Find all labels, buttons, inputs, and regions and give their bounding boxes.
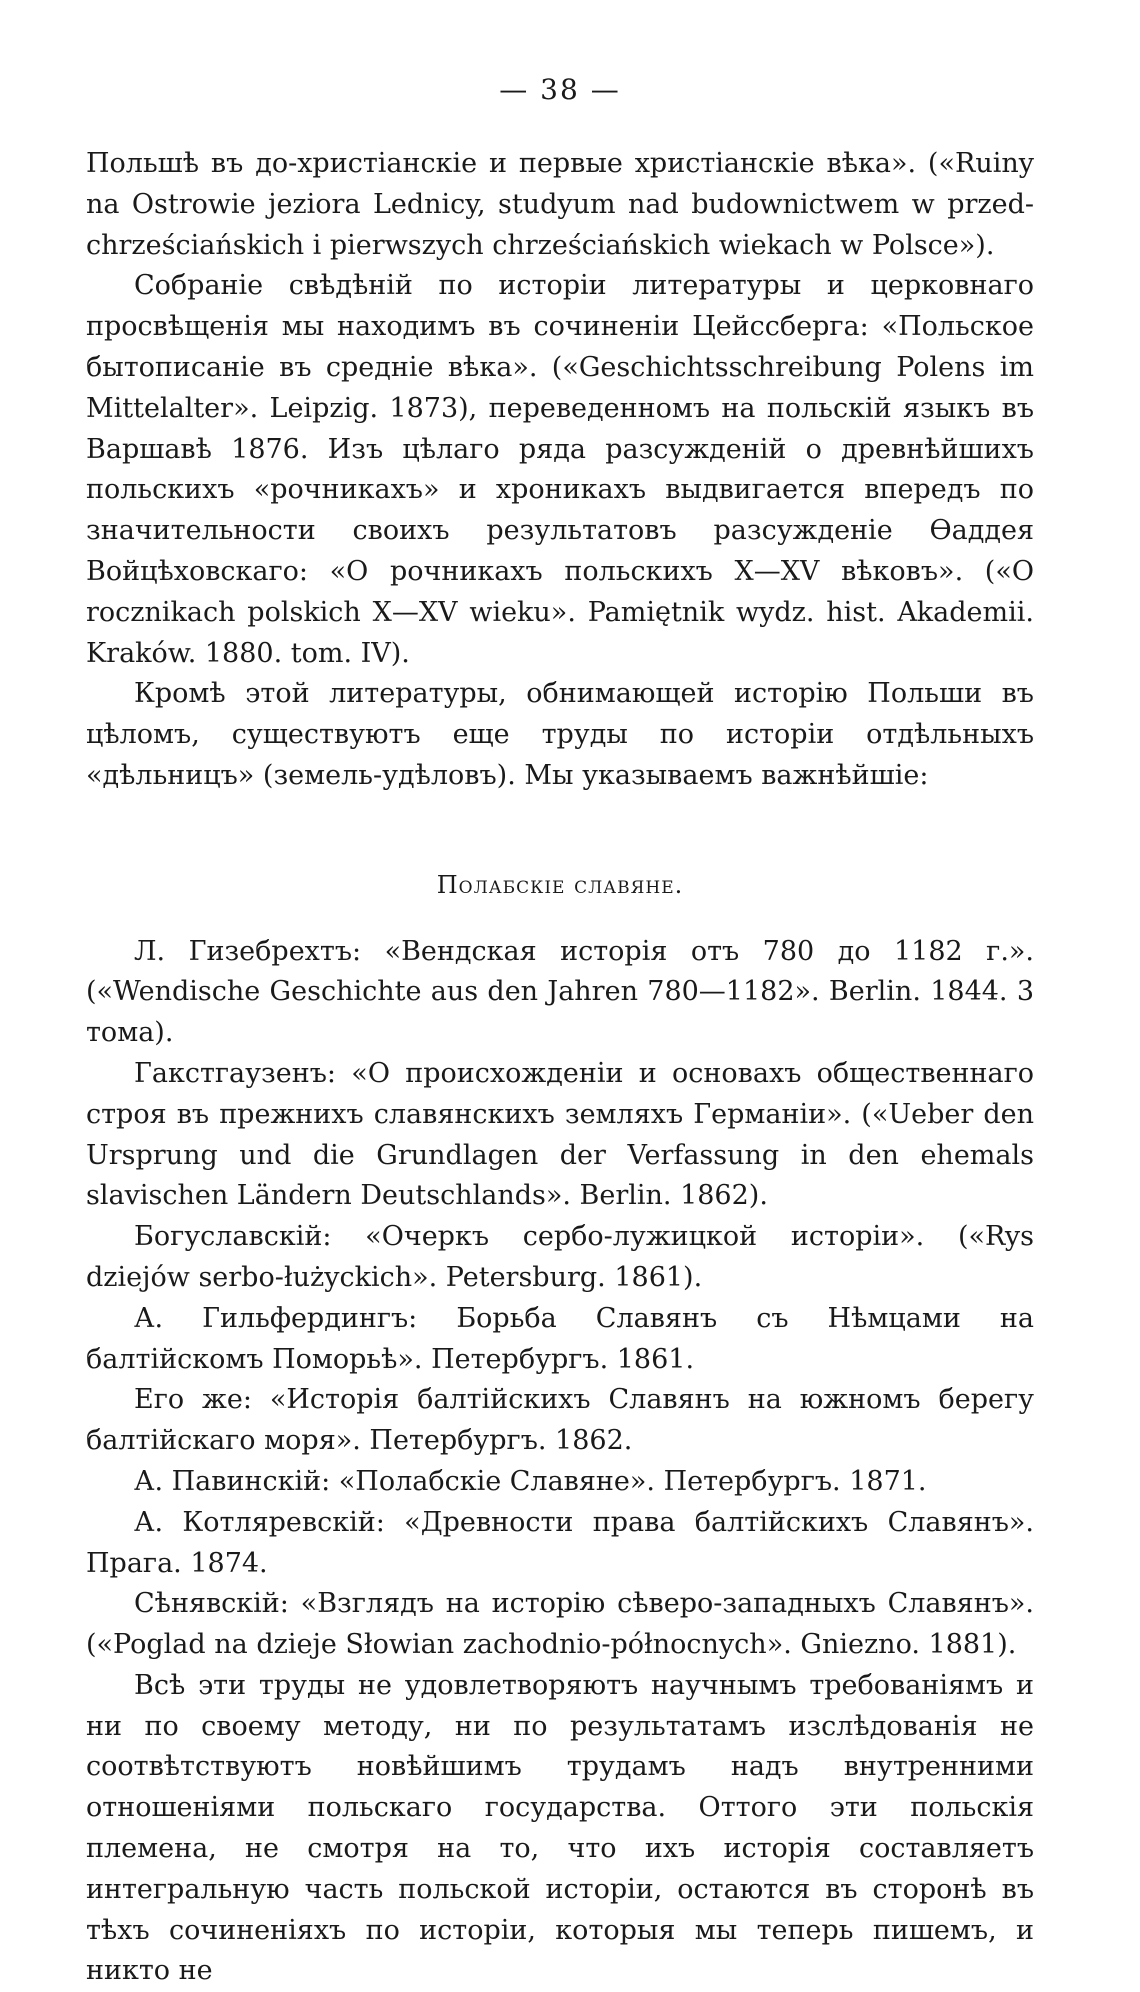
paragraph-continuation: Польшѣ въ до-христіанскіе и первые христіанскіе вѣка». («Ruiny na Ostrowie jeziora Lednicy, studyum nad budownictwem w przed-chrześciańskich i pierwszych chrześciańskich wiekach w Polsce»). xyxy=(86,148,1034,261)
paragraph-regional-works: Кромѣ этой литературы, обнимающей исторію Польши въ цѣломъ, существуютъ еще труды по исторіи отдѣльныхъ «дѣльницъ» (земель-удѣловъ). Мы указываемъ важнѣйшіе: xyxy=(86,678,1034,791)
bibliography-entry: Богуславскій: «Очеркъ сербо-лужицкой исторіи». («Rys dziejów serbo-łużyckich». Petersburg. 1861). xyxy=(86,1221,1034,1293)
bibliography-entry: А. Котляревскій: «Древности права балтійскихъ Славянъ». Прага. 1874. xyxy=(86,1506,1034,1579)
bibliography-entry: А. Павинскій: «Полабскіе Славяне». Петербургъ. 1871. xyxy=(134,1465,927,1497)
section-title: Полабскіе славяне. xyxy=(436,870,684,899)
bibliography-entry: Его же: «Исторія балтійскихъ Славянъ на южномъ берегу балтійскаго моря». Петербургъ. 1862. xyxy=(86,1384,1034,1457)
closing-paragraph: Всѣ эти труды не удовлетворяютъ научнымъ требованіямъ и ни по своему методу, ни по результатамъ изслѣдованія не соотвѣтствуютъ новѣйшимъ трудамъ надъ внутренними отношеніями польскаго государства. Оттого эти польскія племена, не смотря на то, что ихъ исторія составляетъ интегральную часть польской исторіи, остаются въ сторонѣ въ тѣхъ сочиненіяхъ по исторіи, которыя мы теперь пишемъ, и никто не xyxy=(86,1669,1034,1987)
paragraph-literature: Собраніе свѣдѣній по исторіи литературы и церковнаго просвѣщенія мы находимъ въ сочиненіи Цейссберга: «Польское бытописаніе въ средніе вѣка». («Geschichtsschreibung Polens im Mittelalter». Leipzig. 1873), переведенномъ на польскій языкъ въ Варшавѣ 1876. Изъ цѣлаго ряда разсужденій о древнѣйшихъ польскихъ «рочникахъ» и хроникахъ выдвигается впередъ по значительности своихъ результатовъ разсужденіе Ѳаддея Войцѣховскаго: «О рочникахъ польскихъ X—XV вѣковъ». («O rocznikach polskich X—XV wieku». Pamiętnik wydz. hist. Akademii. Kraków. 1880. tom. IV). xyxy=(86,270,1034,669)
document-page xyxy=(86,70,1034,1992)
bibliography-entry: Гакстгаузенъ: «О происхожденіи и основахъ общественнаго строя въ прежнихъ славянскихъ земляхъ Германіи». («Ueber den Ursprung und die Grundlagen der Verfassung in den ehemals slavischen Ländern Deutschlands». Berlin. 1862). xyxy=(86,1057,1034,1212)
bibliography-entry: Л. Гизебрехтъ: «Вендская исторія отъ 780 до 1182 г.». («Wendische Geschichte aus den Jahren 780—1182». Berlin. 1844. 3 тома). xyxy=(86,935,1034,1049)
bibliography-entry: Сѣнявскій: «Взглядъ на исторію сѣверо-западныхъ Славянъ». («Poglad na dzieje Słowian zachodnio-północnych». Gniezno. 1881). xyxy=(86,1588,1034,1661)
page-number: — 38 — xyxy=(499,73,621,106)
bibliography-entry: А. Гильфердингъ: Борьба Славянъ съ Нѣмцами на балтійскомъ Поморьѣ». Петербургъ. 1861. xyxy=(86,1302,1034,1375)
